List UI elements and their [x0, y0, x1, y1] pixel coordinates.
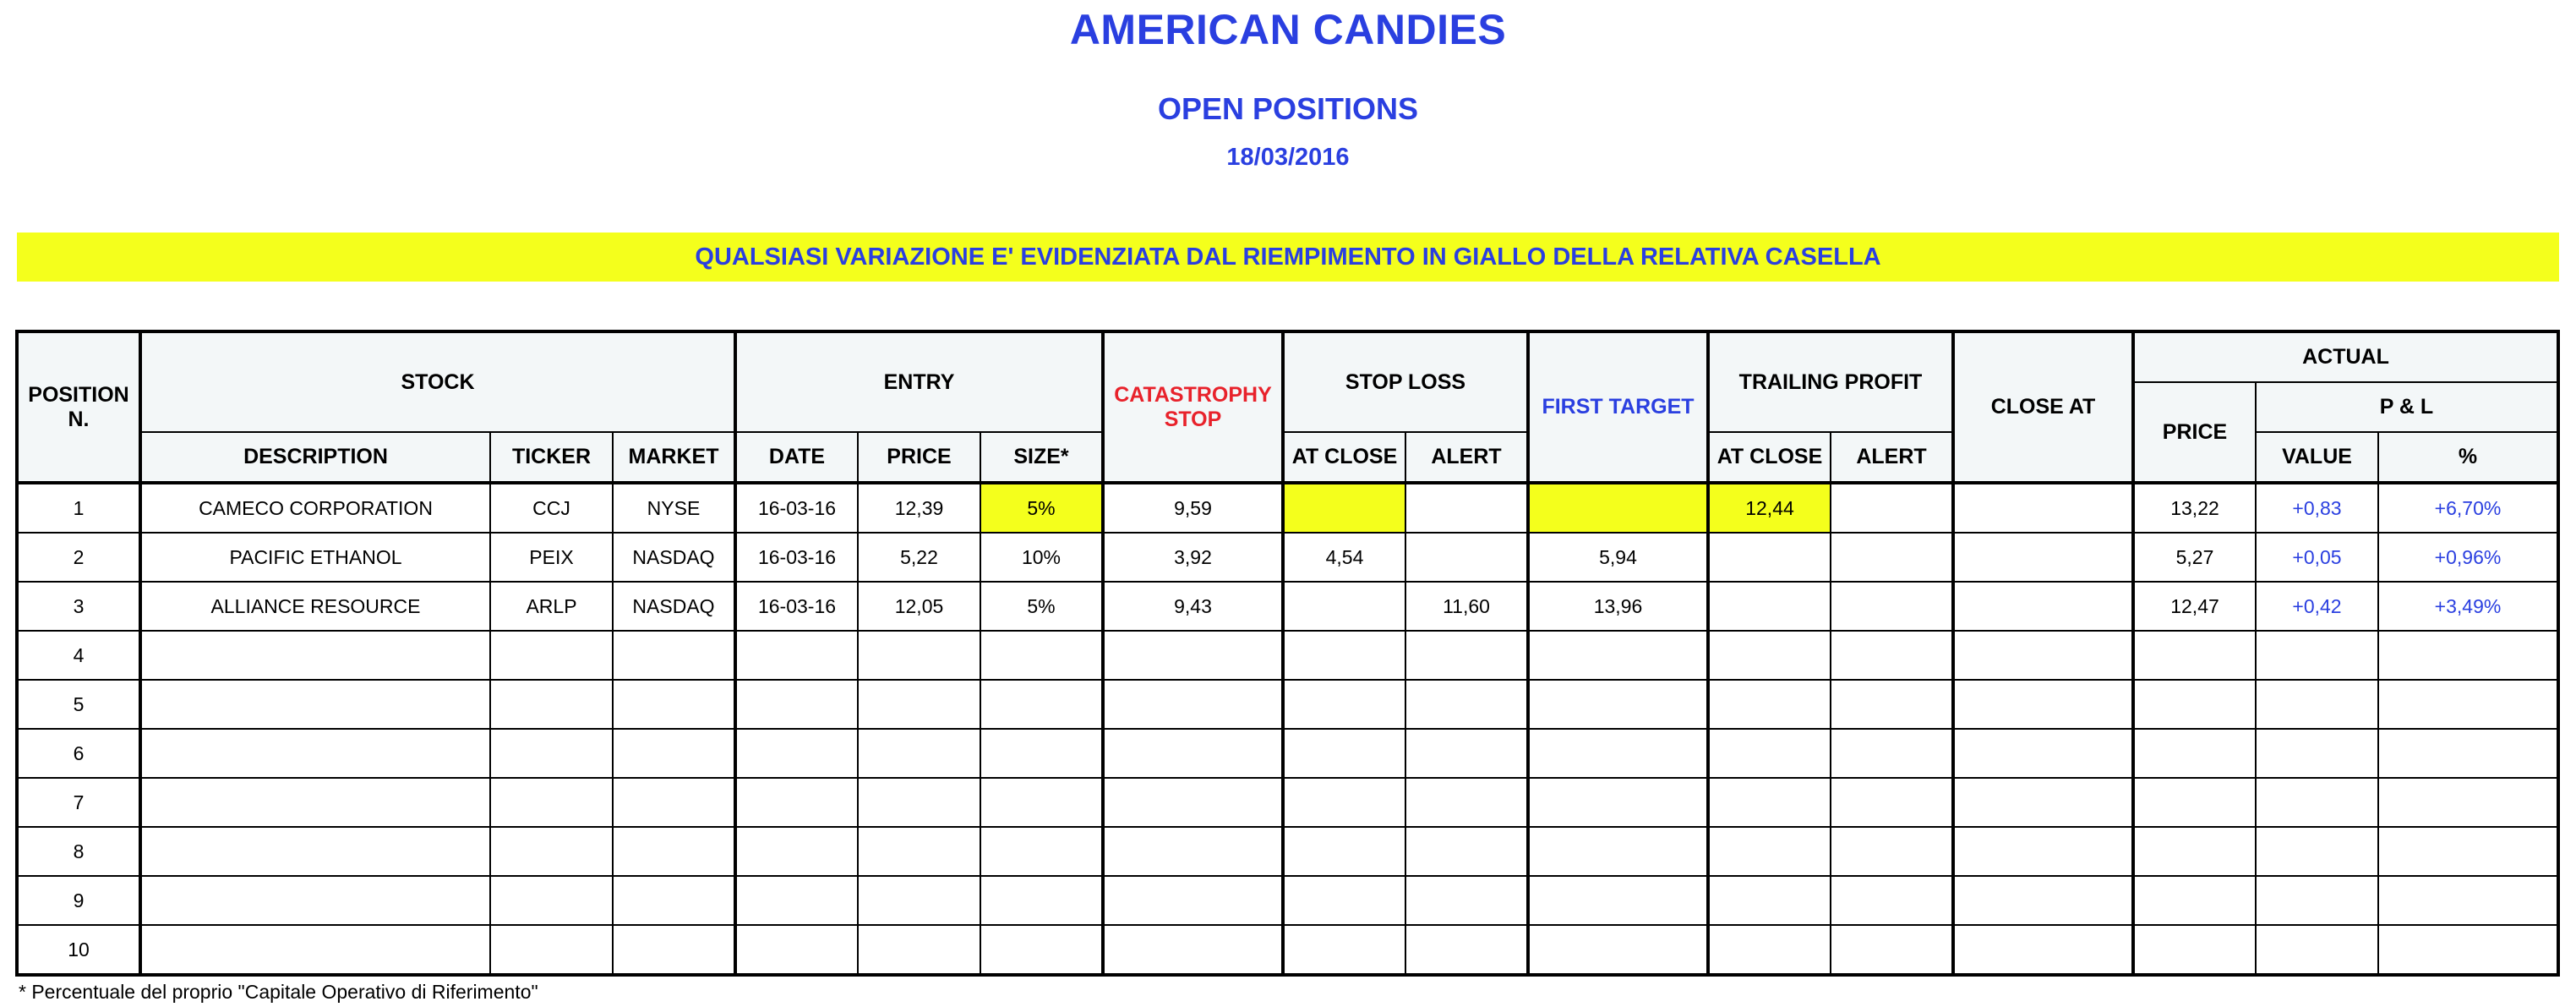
- header-description: DESCRIPTION: [140, 432, 490, 483]
- cell-pl-pct: [2378, 876, 2558, 925]
- cell-price: [858, 729, 980, 778]
- cell-catastrophy-stop: [1103, 631, 1283, 680]
- header-trailing-profit: TRAILING PROFIT: [1708, 331, 1953, 432]
- cell-size: [980, 729, 1103, 778]
- cell-pl-pct: +3,49%: [2378, 582, 2558, 631]
- cell-market: [613, 827, 735, 876]
- cell-price: [858, 631, 980, 680]
- cell-sl-alert: [1405, 680, 1528, 729]
- cell-pl-value: +0,05: [2256, 533, 2378, 582]
- table-row: [17, 778, 2558, 827]
- cell-date: [735, 778, 858, 827]
- cell-actual-price: [2133, 729, 2256, 778]
- cell-catastrophy-stop: [1103, 680, 1283, 729]
- cell-close-at: [1953, 925, 2133, 975]
- cell-position: 8: [17, 827, 140, 876]
- cell-sl-alert: [1405, 778, 1528, 827]
- cell-description: CAMECO CORPORATION: [140, 483, 490, 533]
- cell-sl-at-close: [1283, 483, 1405, 533]
- cell-pl-value: [2256, 680, 2378, 729]
- cell-ticker: [490, 925, 613, 975]
- cell-size: [980, 827, 1103, 876]
- table-row: [17, 827, 2558, 876]
- cell-date: 16-03-16: [735, 483, 858, 533]
- cell-sl-at-close: [1283, 631, 1405, 680]
- cell-pl-pct: [2378, 631, 2558, 680]
- cell-pl-value: [2256, 876, 2378, 925]
- cell-first-target: [1528, 729, 1708, 778]
- cell-position: 4: [17, 631, 140, 680]
- open-positions-table: [15, 330, 2560, 977]
- table-row: [17, 631, 2558, 680]
- cell-position: 10: [17, 925, 140, 975]
- cell-sl-alert: [1405, 729, 1528, 778]
- cell-actual-price: [2133, 827, 2256, 876]
- cell-date: [735, 631, 858, 680]
- cell-position: 5: [17, 680, 140, 729]
- cell-tp-at-close: [1708, 827, 1831, 876]
- cell-actual-price: 12,47: [2133, 582, 2256, 631]
- cell-first-target: [1528, 827, 1708, 876]
- cell-date: [735, 925, 858, 975]
- cell-date: [735, 876, 858, 925]
- cell-sl-at-close: [1283, 827, 1405, 876]
- cell-close-at: [1953, 483, 2133, 533]
- cell-market: NYSE: [613, 483, 735, 533]
- page-subtitle: OPEN POSITIONS: [1157, 91, 1419, 126]
- cell-pl-pct: [2378, 925, 2558, 975]
- cell-pl-pct: +0,96%: [2378, 533, 2558, 582]
- cell-actual-price: [2133, 876, 2256, 925]
- cell-sl-alert: [1405, 925, 1528, 975]
- cell-position: 9: [17, 876, 140, 925]
- header-sl-alert: ALERT: [1405, 432, 1528, 483]
- cell-tp-at-close: 12,44: [1708, 483, 1831, 533]
- cell-tp-alert: [1831, 925, 1953, 975]
- cell-price: [858, 876, 980, 925]
- report-date: 18/03/2016: [1226, 144, 1350, 171]
- cell-tp-alert: [1831, 827, 1953, 876]
- cell-size: 10%: [980, 533, 1103, 582]
- cell-pl-value: [2256, 729, 2378, 778]
- cell-tp-alert: [1831, 582, 1953, 631]
- cell-tp-alert: [1831, 729, 1953, 778]
- cell-first-target: [1528, 778, 1708, 827]
- cell-catastrophy-stop: [1103, 778, 1283, 827]
- cell-tp-at-close: [1708, 778, 1831, 827]
- header-first-target: FIRST TARGET: [1528, 331, 1708, 483]
- cell-catastrophy-stop: [1103, 729, 1283, 778]
- cell-sl-at-close: [1283, 876, 1405, 925]
- cell-sl-alert: [1405, 631, 1528, 680]
- cell-pl-pct: [2378, 827, 2558, 876]
- cell-actual-price: 13,22: [2133, 483, 2256, 533]
- cell-pl-pct: [2378, 680, 2558, 729]
- header-entry: ENTRY: [735, 331, 1103, 432]
- cell-position: 3: [17, 582, 140, 631]
- page-title: AMERICAN CANDIES: [1069, 6, 1507, 53]
- cell-catastrophy-stop: 9,43: [1103, 582, 1283, 631]
- cell-close-at: [1953, 680, 2133, 729]
- cell-market: [613, 876, 735, 925]
- cell-date: 16-03-16: [735, 533, 858, 582]
- highlight-notice-banner: QUALSIASI VARIAZIONE E' EVIDENZIATA DAL RIEMPIMENTO IN GIALLO DELLA RELATIVA CASELLA: [17, 233, 2559, 282]
- cell-pl-value: [2256, 827, 2378, 876]
- cell-close-at: [1953, 533, 2133, 582]
- cell-tp-alert: [1831, 533, 1953, 582]
- cell-size: [980, 680, 1103, 729]
- header-price: PRICE: [858, 432, 980, 483]
- cell-actual-price: [2133, 778, 2256, 827]
- table-row: [17, 533, 2558, 582]
- cell-sl-alert: [1405, 533, 1528, 582]
- cell-tp-at-close: [1708, 582, 1831, 631]
- cell-market: NASDAQ: [613, 582, 735, 631]
- cell-ticker: [490, 778, 613, 827]
- header-date: DATE: [735, 432, 858, 483]
- header-catastrophy-stop: CATASTROPHY STOP: [1103, 331, 1283, 483]
- cell-position: 1: [17, 483, 140, 533]
- cell-sl-at-close: 4,54: [1283, 533, 1405, 582]
- cell-pl-value: [2256, 778, 2378, 827]
- cell-tp-at-close: [1708, 729, 1831, 778]
- cell-description: ALLIANCE RESOURCE: [140, 582, 490, 631]
- cell-close-at: [1953, 729, 2133, 778]
- table-row: [17, 876, 2558, 925]
- table-row: [17, 729, 2558, 778]
- cell-catastrophy-stop: 9,59: [1103, 483, 1283, 533]
- cell-pl-pct: +6,70%: [2378, 483, 2558, 533]
- cell-close-at: [1953, 827, 2133, 876]
- cell-first-target: 13,96: [1528, 582, 1708, 631]
- cell-first-target: [1528, 680, 1708, 729]
- header-tp-at-close: AT CLOSE: [1708, 432, 1831, 483]
- table-row: [17, 582, 2558, 631]
- cell-price: [858, 680, 980, 729]
- table-row: [17, 483, 2558, 533]
- cell-size: [980, 778, 1103, 827]
- cell-ticker: [490, 827, 613, 876]
- cell-ticker: [490, 680, 613, 729]
- cell-tp-at-close: [1708, 680, 1831, 729]
- cell-tp-alert: [1831, 680, 1953, 729]
- cell-description: [140, 680, 490, 729]
- cell-ticker: [490, 876, 613, 925]
- cell-size: [980, 631, 1103, 680]
- cell-ticker: ARLP: [490, 582, 613, 631]
- table-row: [17, 925, 2558, 975]
- header-position: POSITION N.: [17, 331, 140, 483]
- cell-price: 5,22: [858, 533, 980, 582]
- cell-size: [980, 876, 1103, 925]
- cell-actual-price: 5,27: [2133, 533, 2256, 582]
- header-pl-value: VALUE: [2256, 432, 2378, 483]
- cell-date: [735, 680, 858, 729]
- header-actual: ACTUAL: [2133, 331, 2558, 382]
- cell-pl-pct: [2378, 729, 2558, 778]
- cell-actual-price: [2133, 925, 2256, 975]
- cell-tp-alert: [1831, 778, 1953, 827]
- cell-date: 16-03-16: [735, 582, 858, 631]
- cell-actual-price: [2133, 680, 2256, 729]
- cell-size: [980, 925, 1103, 975]
- cell-close-at: [1953, 631, 2133, 680]
- cell-description: [140, 827, 490, 876]
- cell-price: [858, 827, 980, 876]
- cell-first-target: [1528, 876, 1708, 925]
- header-stop-loss: STOP LOSS: [1283, 331, 1528, 432]
- cell-tp-at-close: [1708, 876, 1831, 925]
- cell-close-at: [1953, 876, 2133, 925]
- cell-market: [613, 925, 735, 975]
- cell-ticker: PEIX: [490, 533, 613, 582]
- cell-ticker: [490, 729, 613, 778]
- cell-tp-at-close: [1708, 533, 1831, 582]
- cell-sl-at-close: [1283, 925, 1405, 975]
- cell-sl-alert: [1405, 483, 1528, 533]
- cell-first-target: [1528, 631, 1708, 680]
- cell-market: [613, 680, 735, 729]
- cell-sl-alert: 11,60: [1405, 582, 1528, 631]
- cell-price: [858, 778, 980, 827]
- cell-position: 2: [17, 533, 140, 582]
- cell-catastrophy-stop: [1103, 925, 1283, 975]
- cell-sl-alert: [1405, 827, 1528, 876]
- header-pl-pct: %: [2378, 432, 2558, 483]
- cell-catastrophy-stop: [1103, 827, 1283, 876]
- header-actual-price: PRICE: [2133, 382, 2256, 483]
- cell-first-target: 5,94: [1528, 533, 1708, 582]
- cell-catastrophy-stop: [1103, 876, 1283, 925]
- header-sl-at-close: AT CLOSE: [1283, 432, 1405, 483]
- cell-tp-alert: [1831, 631, 1953, 680]
- cell-size: 5%: [980, 582, 1103, 631]
- cell-position: 6: [17, 729, 140, 778]
- cell-tp-at-close: [1708, 925, 1831, 975]
- header-ticker: TICKER: [490, 432, 613, 483]
- cell-pl-pct: [2378, 778, 2558, 827]
- header-market: MARKET: [613, 432, 735, 483]
- cell-description: [140, 876, 490, 925]
- cell-close-at: [1953, 582, 2133, 631]
- cell-ticker: [490, 631, 613, 680]
- cell-description: [140, 925, 490, 975]
- cell-sl-at-close: [1283, 582, 1405, 631]
- cell-tp-alert: [1831, 483, 1953, 533]
- cell-tp-alert: [1831, 876, 1953, 925]
- cell-catastrophy-stop: 3,92: [1103, 533, 1283, 582]
- cell-date: [735, 827, 858, 876]
- header-size: SIZE*: [980, 432, 1103, 483]
- header-stock: STOCK: [140, 331, 735, 432]
- cell-position: 7: [17, 778, 140, 827]
- cell-market: [613, 778, 735, 827]
- cell-market: [613, 631, 735, 680]
- header-tp-alert: ALERT: [1831, 432, 1953, 483]
- cell-actual-price: [2133, 631, 2256, 680]
- cell-description: [140, 631, 490, 680]
- cell-date: [735, 729, 858, 778]
- cell-size: 5%: [980, 483, 1103, 533]
- cell-first-target: [1528, 483, 1708, 533]
- cell-tp-at-close: [1708, 631, 1831, 680]
- cell-description: PACIFIC ETHANOL: [140, 533, 490, 582]
- cell-close-at: [1953, 778, 2133, 827]
- cell-price: 12,39: [858, 483, 980, 533]
- cell-pl-value: [2256, 631, 2378, 680]
- cell-description: [140, 729, 490, 778]
- cell-sl-alert: [1405, 876, 1528, 925]
- cell-pl-value: +0,42: [2256, 582, 2378, 631]
- cell-market: NASDAQ: [613, 533, 735, 582]
- footnote: * Percentuale del proprio "Capitale Operativo di Riferimento": [19, 981, 538, 1003]
- header-pl: P & L: [2256, 382, 2558, 432]
- cell-pl-value: +0,83: [2256, 483, 2378, 533]
- cell-price: [858, 925, 980, 975]
- cell-ticker: CCJ: [490, 483, 613, 533]
- header-close-at: CLOSE AT: [1953, 331, 2133, 483]
- cell-description: [140, 778, 490, 827]
- cell-pl-value: [2256, 925, 2378, 975]
- cell-first-target: [1528, 925, 1708, 975]
- table-row: [17, 680, 2558, 729]
- cell-sl-at-close: [1283, 778, 1405, 827]
- cell-market: [613, 729, 735, 778]
- cell-sl-at-close: [1283, 729, 1405, 778]
- cell-price: 12,05: [858, 582, 980, 631]
- cell-sl-at-close: [1283, 680, 1405, 729]
